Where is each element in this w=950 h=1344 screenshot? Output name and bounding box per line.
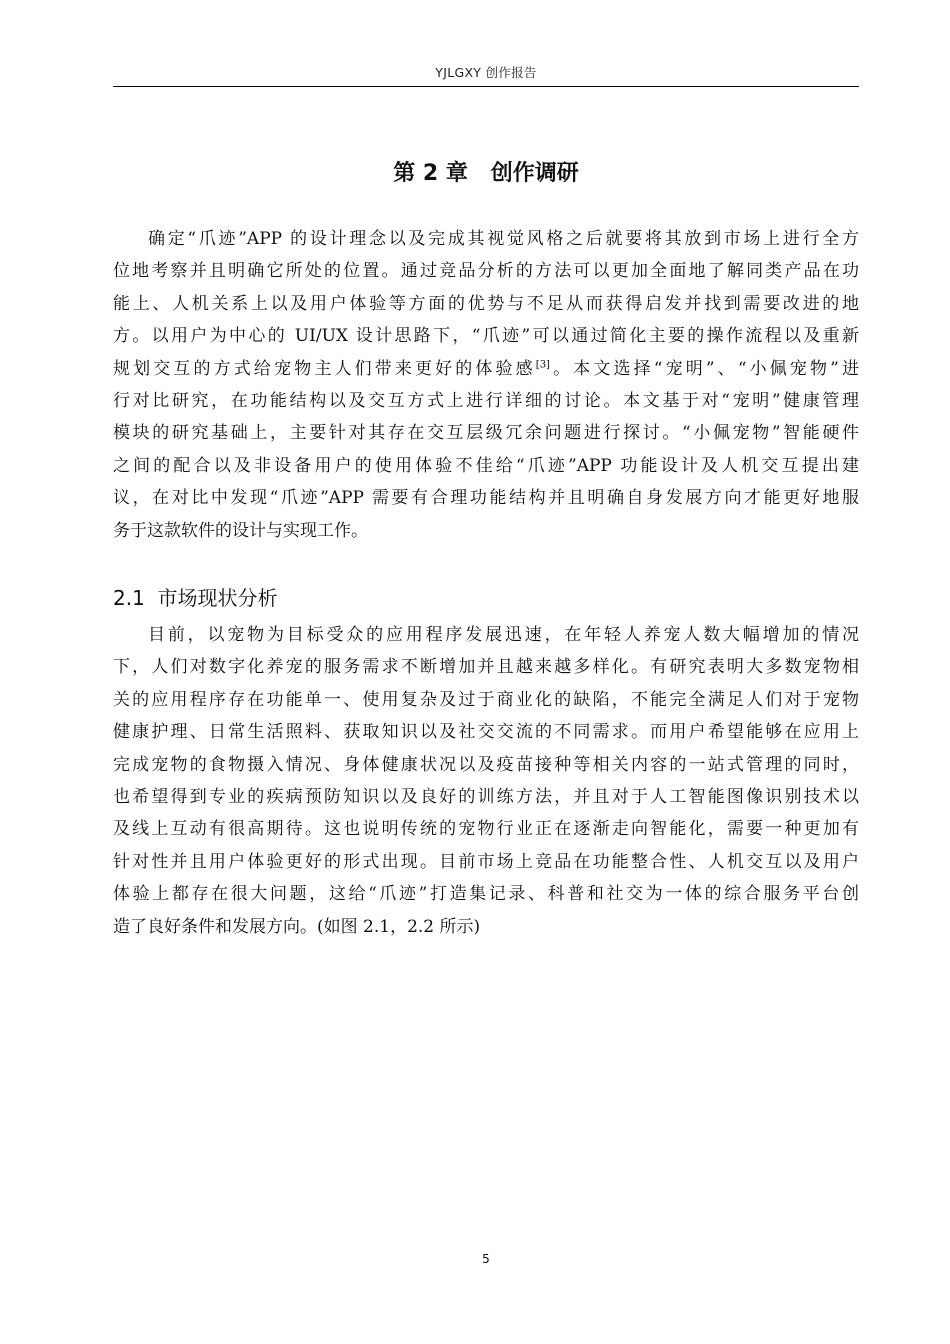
paragraph-line: 造了良好条件和发展方向。(如图 2.1，2.2 所示) (113, 916, 481, 937)
paragraph-line: 行对比研究，在功能结构以及交互方式上进行详细的讨论。本文基于对“宠明”健康管理 (113, 390, 859, 411)
paragraph-line: 议，在对比中发现“爪迹”APP 需要有合理功能结构并且明确自身发展方向才能更好地服 (113, 488, 859, 509)
paragraph-line: 确定“爪迹”APP 的设计理念以及完成其视觉风格之后就要将其放到市场上进行全方 (148, 229, 859, 249)
page-number: 5 (482, 1252, 490, 1266)
paragraph-line: 模块的研究基础上，主要针对其存在交互层级冗余问题进行探讨。“小佩宠物”智能硬件 (113, 423, 859, 444)
paragraph-line: 针对性并且用户体验更好的形式出现。目前市场上竞品在功能整合性、人机交互以及用户 (113, 851, 859, 872)
paragraph-line: 位地考察并且明确它所处的位置。通过竞品分析的方法可以更加全面地了解同类产品在功 (113, 261, 859, 282)
paragraph-line: 关的应用程序存在功能单一、使用复杂及过于商业化的缺陷，不能完全满足人们对于宠物 (113, 689, 859, 710)
paragraph-line: 能上、人机关系上以及用户体验等方面的优势与不足从而获得启发并找到需要改进的地 (113, 293, 859, 314)
paragraph-line: 之间的配合以及非设备用户的使用体验不佳给“爪迹”APP 功能设计及人机交互提出建 (113, 455, 859, 476)
paragraph-line: 及线上互动有很高期待。这也说明传统的宠物行业正在逐渐走向智能化，需要一种更加有 (113, 819, 859, 840)
header-rule (113, 86, 859, 87)
section-paragraph (113, 619, 859, 943)
chapter-title: 第 2 章 创作调研 (393, 161, 579, 186)
paragraph-line: 也希望得到专业的疾病预防知识以及良好的训练方法，并且对于人工智能图像识别技术以 (113, 786, 859, 807)
section-heading: 2.1 市场现状分析 (113, 586, 278, 610)
paragraph-line: 务于这款软件的设计与实现工作。 (113, 520, 368, 541)
intro-paragraph (113, 223, 859, 547)
paragraph-line: 完成宠物的食物摄入情况、身体健康状况以及疫苗接种等相关内容的一站式管理的同时， (113, 754, 859, 775)
paragraph-line (113, 353, 859, 385)
line-text: 规划交互的方式给宠物主人们带来更好的体验感 (113, 358, 536, 379)
paragraph-line: 目前，以宠物为目标受众的应用程序发展迅速，在年轻人养宠人数大幅增加的情况 (148, 625, 859, 645)
paragraph-line: 健康护理、日常生活照料、获取知识以及社交交流的不同需求。而用户希望能够在应用上 (113, 722, 859, 743)
paragraph-line: 方。以用户为中心的 UI/UX 设计思路下，“爪迹”可以通过简化主要的操作流程以及重新 (113, 326, 859, 347)
paragraph-line: 体验上都存在很大问题，这给“爪迹”打造集记录、科普和社交为一体的综合服务平台创 (113, 884, 859, 905)
paragraph-line: 下，人们对数字化养宠的服务需求不断增加并且越来越多样化。有研究表明大多数宠物相 (113, 657, 859, 678)
line-text: 。本文选择“宠明”、“小佩宠物”进 (549, 358, 859, 379)
citation-ref: [3] (535, 358, 550, 370)
running-header: YJLGXY 创作报告 (435, 65, 537, 80)
